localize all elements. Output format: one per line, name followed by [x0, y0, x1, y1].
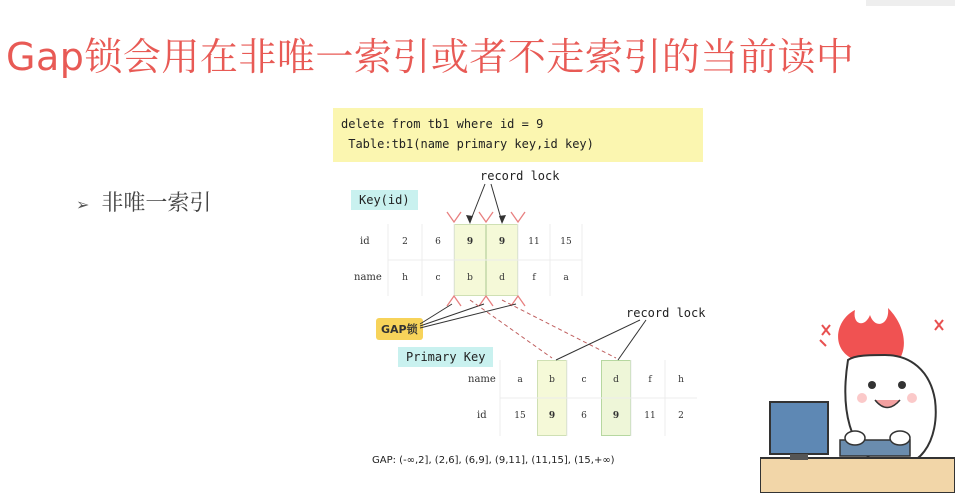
record-lock-label-bottom: record lock — [626, 306, 706, 320]
code-line-2: Table:tb1(name primary key,id key) — [341, 137, 594, 151]
slide-title: Gap锁会用在非唯一索引或者不走索引的当前读中 — [6, 35, 855, 79]
pk-id-cell: 11 — [644, 411, 656, 421]
pk-name-cell: c — [581, 375, 587, 385]
gap-ranges: GAP: (-∞,2], (2,6], (6,9], (9,11], (11,15], (15,+∞) — [372, 455, 615, 466]
index-name-cell: d — [499, 273, 505, 283]
monitor-icon — [770, 402, 828, 454]
index-name-cell: h — [402, 273, 408, 283]
pk-row-label-id: id — [477, 410, 487, 421]
pk-name-cell: f — [648, 375, 652, 385]
eye-icon — [868, 381, 876, 389]
pk-name-cell: a — [517, 375, 523, 385]
index-name-cell: b — [467, 273, 473, 283]
eye-icon — [898, 381, 906, 389]
index-name-cell: c — [435, 273, 441, 283]
index-id-cell: 9 — [498, 237, 506, 247]
pk-row-label-name: name — [468, 374, 496, 385]
index-name-cell: f — [532, 273, 536, 283]
index-id-cell: 11 — [528, 237, 540, 247]
index-row-label-id: id — [360, 236, 370, 247]
index-id-cell: 15 — [560, 237, 572, 247]
key-id-label: Key(id) — [351, 190, 418, 210]
index-name-cell: a — [563, 273, 569, 283]
pk-id-cell: 2 — [678, 411, 684, 421]
pk-id-cell: 6 — [581, 411, 587, 421]
pk-name-cell: d — [613, 375, 619, 385]
pk-id-cell: 9 — [612, 411, 620, 421]
bullet-text: 非唯一索引 — [101, 191, 212, 216]
index-row-label-name: name — [354, 272, 382, 283]
pk-name-cell: h — [678, 375, 684, 385]
pk-id-cell: 15 — [514, 411, 526, 421]
gap-lock-label: GAP锁 — [376, 318, 423, 340]
bullet-arrow-icon: ➢ — [76, 195, 90, 214]
record-lock-label-top: record lock — [480, 169, 560, 183]
code-line-1: delete from tb1 where id = 9 — [341, 117, 544, 131]
index-id-cell: 9 — [466, 237, 474, 247]
primary-key-label: Primary Key — [398, 347, 493, 367]
mascot-illustration — [760, 290, 955, 493]
index-id-cell: 6 — [435, 237, 441, 247]
pk-id-cell: 9 — [548, 411, 556, 421]
pk-name-cell: b — [549, 375, 555, 385]
index-id-cell: 2 — [402, 237, 408, 247]
desk — [760, 458, 955, 493]
